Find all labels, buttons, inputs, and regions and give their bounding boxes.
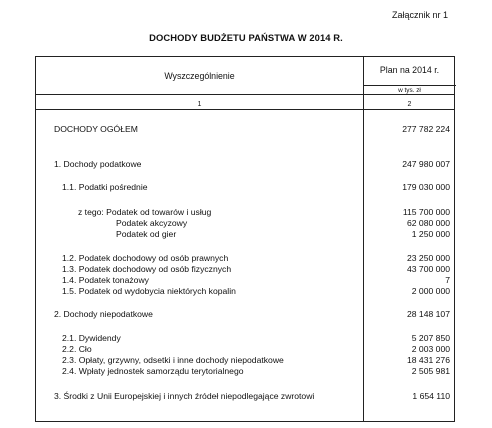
table-row [36,275,456,285]
revenue-table [35,56,455,422]
row-value: 5 207 850 [411,333,450,343]
row-value: 43 700 000 [406,264,450,274]
row-label: Podatek akcyzowy [116,218,188,228]
table-row [36,253,456,263]
row-value: 2 003 000 [411,344,450,354]
row-label: 2.3. Opłaty, grzywny, odsetki i inne dochody niepodatkowe [62,355,284,365]
table-row [36,286,456,296]
column-number-2: 2 [407,101,412,108]
table-row [36,159,456,169]
table-row [36,355,456,365]
table-row [36,182,456,192]
row-label: 3. Środki z Unii Europejskiej i innych źródeł niepodlegające zwrotowi [54,391,315,401]
row-value: 23 250 000 [406,253,450,263]
table-row [36,207,456,217]
row-label: z tego: Podatek od towarów i usług [78,207,212,217]
table-row [36,309,456,319]
table-row [36,366,456,376]
numbers-divider [36,109,454,110]
row-value: 247 980 007 [402,159,450,169]
table-row [36,124,456,134]
row-label: 2.4. Wpłaty jednostek samorządu terytorialnego [62,366,244,376]
annex-label: Załącznik nr 1 [391,10,448,20]
table-row [36,218,456,228]
header-description: Wyszczególnienie [164,70,235,81]
table-row [36,344,456,354]
column-number-1: 1 [197,101,202,108]
row-label: 1.4. Podatek tonażowy [62,275,149,285]
row-value: 2 000 000 [411,286,450,296]
row-value: 179 030 000 [402,182,450,192]
row-value: 115 700 000 [402,207,450,217]
row-value: 62 080 000 [406,218,450,228]
row-label: Podatek od gier [116,229,177,239]
row-value: 1 250 000 [411,229,450,239]
row-label: DOCHODY OGÓŁEM [54,124,138,134]
row-label: 2. Dochody niepodatkowe [54,309,153,319]
row-value: 28 148 107 [406,309,450,319]
row-value: 1 654 110 [412,391,450,401]
table-row [36,229,456,239]
header-divider [36,94,454,95]
row-label: 1. Dochody podatkowe [54,159,142,169]
header-unit: w tys. zł [398,87,421,94]
row-label: 1.3. Podatek dochodowy od osób fizycznych [62,264,232,274]
table-row [36,391,456,401]
table-row [36,333,456,343]
document-title: DOCHODY BUDŻETU PAŃSTWA W 2014 R. [149,32,343,43]
row-label: 2.1. Dywidendy [62,333,121,343]
header-divider-unit [363,85,456,86]
row-label: 1.1. Podatki pośrednie [62,182,148,192]
row-label: 2.2. Cło [62,344,92,354]
table-row [36,264,456,274]
row-value: 277 782 224 [402,124,450,134]
row-label: 1.5. Podatek od wydobycia niektórych kopalin [62,286,236,296]
row-value: 7 [445,275,450,285]
row-value: 2 505 981 [411,366,450,376]
header-plan: Plan na 2014 r. [379,65,440,75]
row-label: 1.2. Podatek dochodowy od osób prawnych [62,253,229,263]
row-value: 18 431 276 [406,355,450,365]
